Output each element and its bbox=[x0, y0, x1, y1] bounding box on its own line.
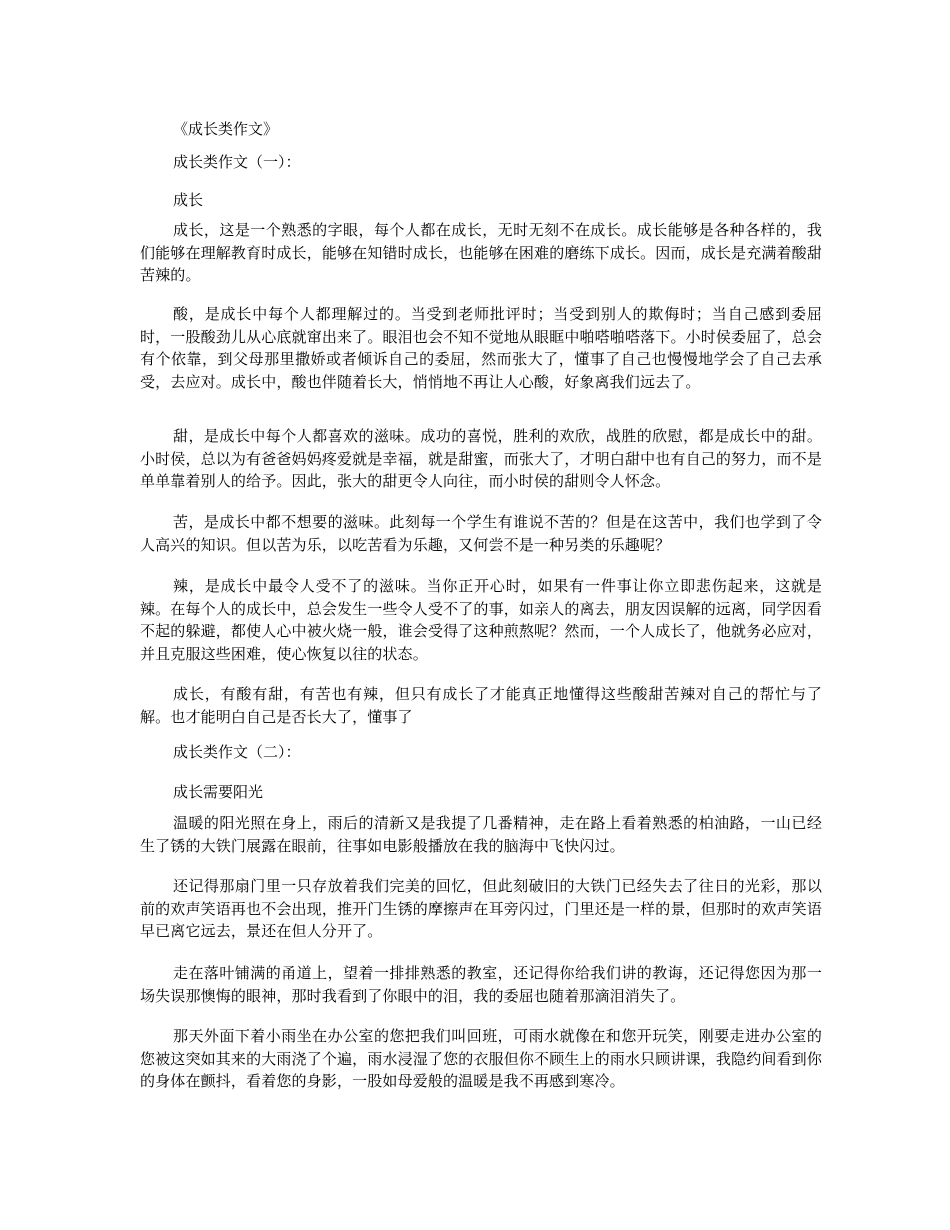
paragraph: 那天外面下着小雨坐在办公室的您把我们叫回班，可雨水就像在和您开玩笑，刚要走进办公室的您被这突如其来的大雨浇了个遍，雨水浸湿了您的衣服但你不顾生上的雨水只顾讲课，我隐约间看到你的身体在颤抖，看着您的身影，一股如母爱般的温暖是我不再感到寒冷。 bbox=[140, 1027, 822, 1090]
paragraph: 还记得那扇门里一只存放着我们完美的回忆，但此刻破旧的大铁门已经失去了往日的光彩，那以前的欢声笑语再也不会出现，推开门生锈的摩擦声在耳旁闪过，门里还是一样的景，但那时的欢声笑语早已离它远去，景还在但人分开了。 bbox=[140, 877, 822, 940]
paragraph: 辣，是成长中最令人受不了的滋味。当你正开心时，如果有一件事让你立即悲伤起来，这就是辣。在每个人的成长中，总会发生一些令人受不了的事，如亲人的离去，朋友因误解的远离，同学因看不起的躲避，都使人心中被火烧一般，谁会受得了这种煎熬呢？然而，一个人成长了，他就务必应对，并且克服这些困难，使心恢复以往的状态。 bbox=[140, 577, 822, 663]
section-heading-2: 成长类作文（二）： bbox=[173, 743, 301, 761]
section-heading-1: 成长类作文（一）： bbox=[173, 153, 301, 171]
section-subtitle-1: 成长 bbox=[173, 191, 204, 209]
document-title: 《成长类作文》 bbox=[173, 120, 279, 138]
paragraph: 苦，是成长中都不想要的滋味。此刻每一个学生有谁说不苦的？但是在这苦中，我们也学到了令人高兴的知识。但以苦为乐，以吃苦看为乐趣，又何尝不是一种另类的乐趣呢？ bbox=[140, 513, 822, 554]
paragraph: 温暖的阳光照在身上，雨后的清新又是我提了几番精神，走在路上看着熟悉的柏油路，一山已经生了锈的大铁门展露在眼前，往事如电影般播放在我的脑海中飞快闪过。 bbox=[140, 814, 822, 855]
paragraph: 甜，是成长中每个人都喜欢的滋味。成功的喜悦，胜利的欢欣，战胜的欣慰，都是成长中的甜。小时侯，总以为有爸爸妈妈疼爱就是幸福，就是甜蜜，而张大了，才明白甜中也有自己的努力，而不是单单靠着别人的给予。因此，张大的甜更令人向往，而小时侯的甜则令人怀念。 bbox=[140, 427, 822, 490]
paragraph: 成长，有酸有甜，有苦也有辣，但只有成长了才能真正地懂得这些酸甜苦辣对自己的帮忙与了解。也才能明白自己是否长大了，懂事了 bbox=[140, 685, 822, 726]
paragraph: 成长，这是一个熟悉的字眼，每个人都在成长，无时无刻不在成长。成长能够是各种各样的，我们能够在理解教育时成长，能够在知错时成长，也能够在困难的磨练下成长。因而，成长是充满着酸甜苦辣的。 bbox=[140, 221, 822, 284]
paragraph: 走在落叶铺满的甬道上，望着一排排熟悉的教室，还记得你给我们讲的教诲，还记得您因为那一场失误那懊悔的眼神，那时我看到了你眼中的泪，我的委屈也随着那滴泪消失了。 bbox=[140, 964, 822, 1005]
section-subtitle-2: 成长需要阳光 bbox=[173, 783, 264, 801]
paragraph: 酸，是成长中每个人都理解过的。当受到老师批评时；当受到别人的欺侮时；当自己感到委屈时，一股酸劲儿从心底就窜出来了。眼泪也会不知不觉地从眼眶中啪嗒啪嗒落下。小时侯委屈了，总会有个依靠，到父母那里撒娇或者倾诉自己的委屈，然而张大了，懂事了自己也慢慢地学会了自己去承受，去应对。成长中，酸也伴随着长大，悄悄地不再让人心酸，好象离我们远去了。 bbox=[140, 305, 822, 391]
